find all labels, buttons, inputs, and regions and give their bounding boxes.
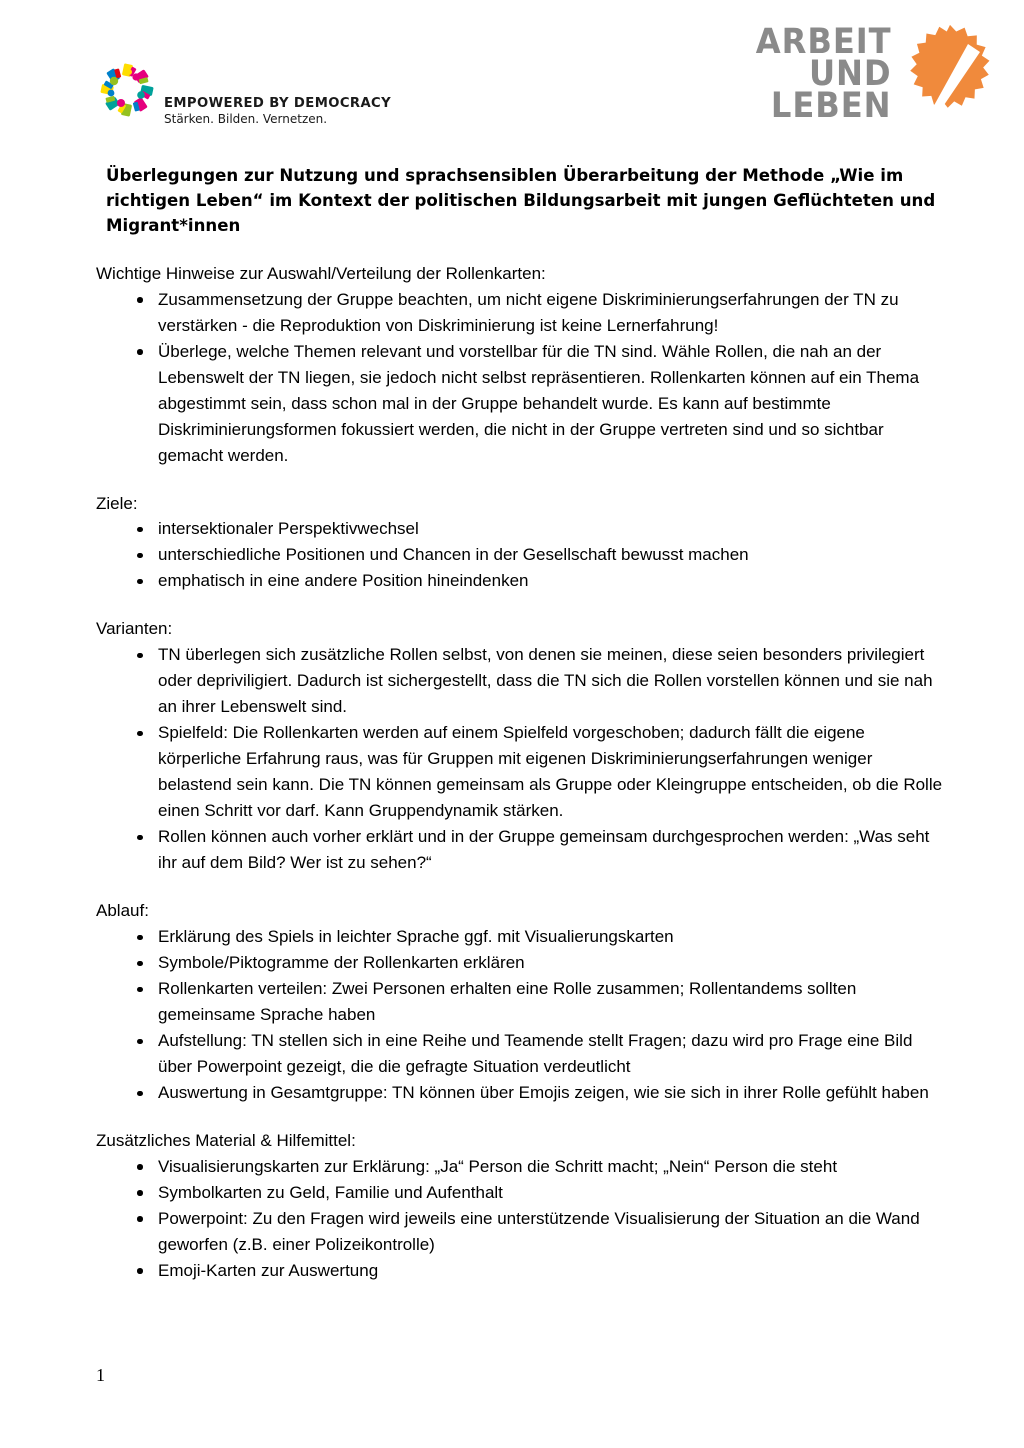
list-item: Aufstellung: TN stellen sich in eine Reihe und Teamende stellt Fragen; dazu wird pro Frage eine Bild über Powerpoint gezeigt, die die gefragte Situation verdeutlicht — [96, 1028, 944, 1080]
list-item: Symbolkarten zu Geld, Familie und Aufenthalt — [96, 1180, 944, 1206]
list-item: TN überlegen sich zusätzliche Rollen selbst, von denen sie meinen, diese seien besonders privilegiert oder depriviligiert. Dadurch ist sichergestellt, dass die TN sich die Rollen vorstellen können und sie nah an ihrer Lebenswelt sind. — [96, 642, 944, 720]
empowered-by-democracy-logo — [96, 58, 391, 130]
list-item: Visualisierungskarten zur Erklärung: „Ja“ Person die Schritt macht; „Nein“ Person die steht — [96, 1154, 944, 1180]
arbeit-und-leben-wordmark — [756, 22, 892, 127]
bullet-list — [96, 287, 944, 469]
section-heading: Wichtige Hinweise zur Auswahl/Verteilung der Rollenkarten: — [96, 263, 546, 283]
list-item: unterschiedliche Positionen und Chancen in der Gesellschaft bewusst machen — [96, 542, 944, 568]
section-hinweise — [96, 261, 944, 469]
section-ablauf — [96, 898, 944, 1106]
logo-line-leben: LEBEN — [771, 86, 892, 127]
logo-line-arbeit: ARBEIT — [756, 22, 892, 62]
section-heading: Ablauf: — [96, 901, 149, 921]
section-material — [96, 1128, 944, 1284]
list-item: Auswertung in Gesamtgruppe: TN können über Emojis zeigen, wie sie sich in ihrer Rolle gefühlt haben — [96, 1080, 944, 1106]
bullet-list — [96, 924, 944, 1106]
logo-title: EMPOWERED BY DEMOCRACY — [164, 95, 392, 111]
list-item: Spielfeld: Die Rollenkarten werden auf einem Spielfeld vorgeschoben; dadurch fällt die eigene körperliche Erfahrung raus, was für Gruppen mit eigenen Diskriminierungserfahrungen weniger belastend sein kann. Die TN können gemeinsam als Gruppe oder Kleingruppe entscheiden, ob die Rolle einen Schritt vor darf. Kann Gruppendynamik stärken. — [96, 720, 944, 824]
list-item: Powerpoint: Zu den Fragen wird jeweils eine unterstützende Visualisierung der Situation an die Wand geworfen (z.B. einer Polizeikontrolle) — [96, 1206, 944, 1258]
list-item: Rollenkarten verteilen: Zwei Personen erhalten eine Rolle zusammen; Rollentandems sollten gemeinsame Sprache haben — [96, 976, 944, 1028]
logo-tagline: Stärken. Bilden. Vernetzen. — [164, 112, 328, 127]
list-item: Überlege, welche Themen relevant und vorstellbar für die TN sind. Wähle Rollen, die nah an der Lebenswelt der TN liegen, sie jedoch nicht selbst repräsentieren. Rollenkarten können auf ein Thema abgestimmt sein, dass schon mal in der Gruppe behandelt wurde. Es kann auf bestimmte Diskriminierungsformen fokussiert werden, die nicht in der Gruppe vertreten sind und so sichtbar gemacht werden. — [96, 339, 944, 469]
list-item: Emoji-Karten zur Auswertung — [96, 1258, 944, 1284]
bullet-list — [96, 1154, 944, 1284]
list-item: Symbole/Piktogramme der Rollenkarten erklären — [96, 950, 944, 976]
list-item: Erklärung des Spiels in leichter Sprache ggf. mit Visualierungskarten — [96, 924, 944, 950]
list-item: Zusammensetzung der Gruppe beachten, um nicht eigene Diskriminierungserfahrungen der TN zu verstärken - die Reproduktion von Diskriminierung ist keine Lernerfahrung! — [96, 287, 944, 339]
section-heading: Zusätzliches Material & Hilfemittel: — [96, 1130, 356, 1150]
section-heading: Ziele: — [96, 493, 138, 513]
section-ziele — [96, 491, 944, 595]
empowered-by-democracy-circle-icon — [96, 58, 158, 130]
empowered-by-democracy-wordmark — [164, 97, 391, 130]
page-number: 1 — [96, 1365, 105, 1385]
bullet-list — [96, 516, 944, 594]
list-item: intersektionaler Perspektivwechsel — [96, 516, 944, 542]
logo-line-und: UND — [809, 54, 892, 95]
bullet-list — [96, 642, 944, 876]
list-item: emphatisch in eine andere Position hineindenken — [96, 568, 944, 594]
arbeit-und-leben-logo — [744, 24, 1002, 136]
starburst-four-icon — [898, 24, 1002, 136]
list-item: Rollen können auch vorher erklärt und in der Gruppe gemeinsam durchgesprochen werden: „Was seht ihr auf dem Bild? Wer ist zu sehen?“ — [96, 824, 944, 876]
document-content — [96, 164, 944, 1284]
section-varianten — [96, 616, 944, 876]
document-header — [0, 0, 1024, 150]
page-title: Überlegungen zur Nutzung und sprachsensiblen Überarbeitung der Methode „Wie im richtigen Leben“ im Kontext der politischen Bildungsarbeit mit jungen Geflüchteten und Migrant*innen — [106, 166, 936, 235]
section-heading: Varianten: — [96, 619, 173, 639]
